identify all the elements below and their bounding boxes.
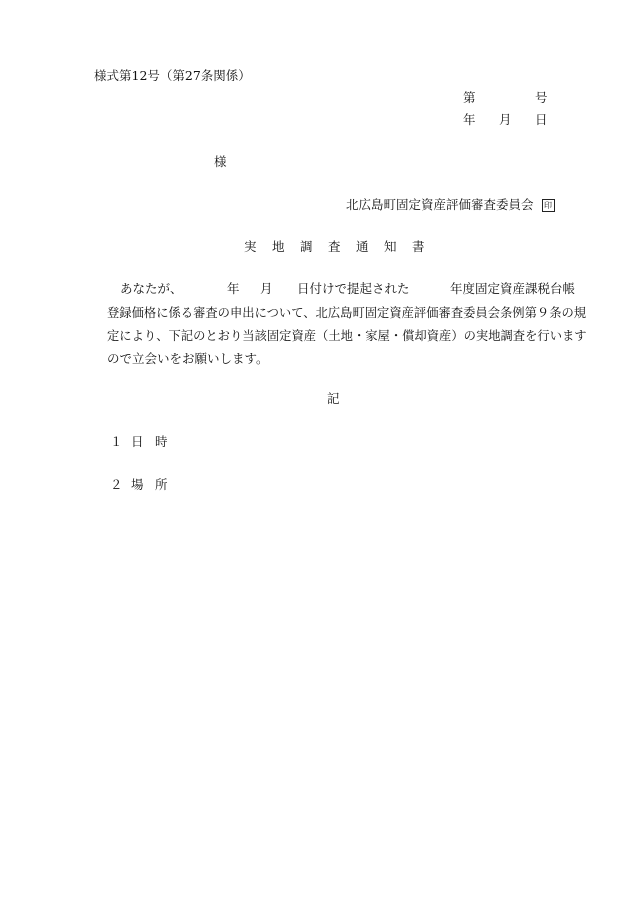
title-char: 実: [244, 239, 257, 254]
item-label-a: 日: [131, 434, 144, 449]
title-char: 調: [300, 239, 313, 254]
title-char: 通: [356, 239, 369, 254]
number-suffix: 号: [535, 90, 548, 105]
body-line2: 登録価格に係る審査の申出について、北広島町固定資産評価審査委員会条例第９条の規: [107, 306, 587, 320]
body-line1-c: 月: [260, 281, 273, 296]
body-line3: 定により、下記のとおり当該固定資産（土地・家屋・償却資産）の実地調査を行います: [107, 329, 587, 343]
title-char: 知: [384, 239, 397, 254]
body-line4: ので立会いをお願いします。: [107, 351, 269, 366]
item-label-b: 所: [155, 477, 168, 492]
body-line1-b: 年: [227, 281, 240, 296]
title-char: 書: [412, 239, 425, 254]
issuer-name: 北広島町固定資産評価審査委員会: [346, 197, 534, 212]
title-char: 査: [328, 239, 341, 254]
item-number: １: [110, 434, 123, 449]
addressee-honorific: 様: [214, 154, 227, 169]
body-line1-a: あなたが、: [120, 281, 183, 296]
date-year: 年: [463, 112, 476, 127]
date-day: 日: [535, 112, 548, 127]
item-label-a: 場: [131, 477, 144, 492]
item-number: ２: [110, 477, 123, 492]
seal-icon: 印: [542, 199, 555, 212]
body-line1-d: 日付けで提起された: [297, 281, 410, 296]
form-number: 様式第12号（第27条関係）: [94, 68, 251, 83]
ki-heading: 記: [327, 391, 340, 406]
date-month: 月: [499, 112, 512, 127]
issuer-line: [346, 199, 555, 212]
item-label-b: 時: [155, 434, 168, 449]
number-prefix: 第: [463, 90, 476, 105]
body-line1-e: 年度固定資産課税台帳: [450, 281, 576, 296]
title-char: 地: [272, 239, 285, 254]
